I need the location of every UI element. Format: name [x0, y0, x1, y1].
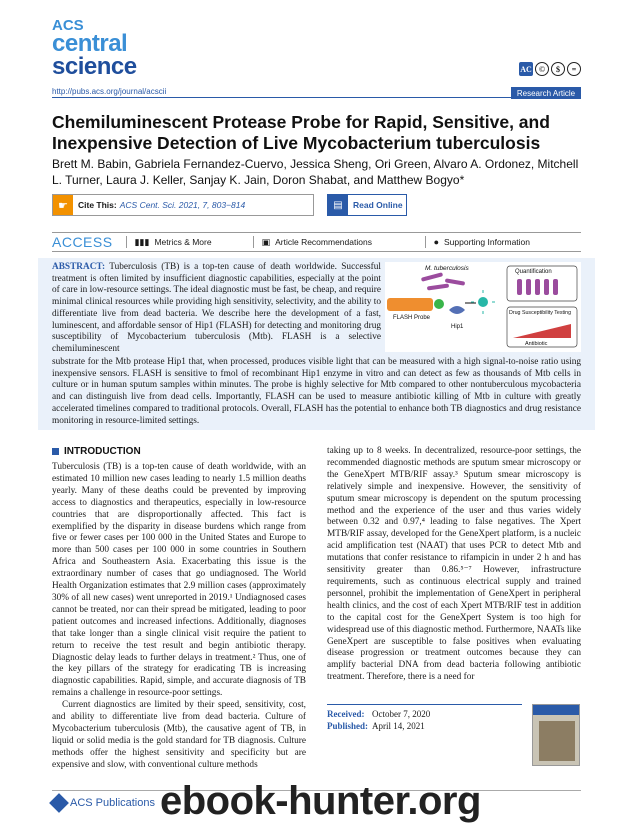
logo-central: central — [52, 30, 128, 58]
cite-icon: ☛ — [53, 195, 73, 215]
toc-enzyme-label: Hip1 — [451, 324, 464, 330]
publication-dates — [327, 704, 522, 732]
recommendations-label: Article Recommendations — [275, 237, 372, 247]
journal-url[interactable]: http://pubs.acs.org/journal/acscii — [52, 87, 167, 96]
supporting-label: Supporting Information — [444, 237, 531, 247]
cite-reference[interactable]: ACS Cent. Sci. 2021, 7, 803−814 — [119, 200, 246, 210]
divider — [126, 236, 127, 248]
bacteria-shapes — [421, 272, 465, 290]
probe-ball — [434, 299, 444, 309]
abstract-text-bottom: substrate for the Mtb protease Hip1 that, when processed, produces visible light that can be measured with a high signal-to-noise ratio using inexpensive sensors. FLASH is sensitive to fmol of recombinant Hip1 enzyme in vitro and can detect as few as thousands of Mtb cells in culture or in human sputum samples within minutes. The probe is highly selective for Mtb compared to other nontuberculous mycobacteria and can distinguish live from dead cells. Importantly, FLASH can be used to measure antibiotic killing of Mtb in culture with greatly accelerated timelines compared to traditional protocols. Overall, FLASH has the potential to enhance both TB diagnostics and drug resistance monitoring in resource-limited settings. — [52, 357, 581, 426]
abstract-label: ABSTRACT: — [52, 262, 106, 272]
toc-graphic — [385, 262, 581, 352]
abstract-part1: Tuberculosis (TB) is a top-ten cause of death worldwide. Successful treatment is often limited by insufficient diagnostic capabilities, especially at the point of care in low-resource settings. The ideal diagnostic must be fast, be cheap, and require minimal clinical resources while providing high sensitivity, selectivity, and the ability to differentiate live from dead bacteria. We describe here the development of a fast, luminescent, and affordable sensor of Hip1 (FLASH) for detecting and monitoring drug susceptibility of Mycobacterium tuberculosis (Mtb). FLASH is a selective chemiluminescent — [52, 262, 382, 354]
acs-logo-icon — [49, 793, 69, 813]
author-list: Brett M. Babin, Gabriela Fernandez-Cuervo, Jessica Sheng, Ori Green, Alvaro A. Ordonez, Mitchell L. Turner, Laura J. Keller, Sanjay K. Jain, Doron Shabat, and Matthew Bogyo* — [52, 157, 579, 187]
abstract-text-top — [52, 262, 381, 356]
logo-acs: ACS — [52, 17, 84, 34]
paragraph: Current diagnostics are limited by their speed, sensitivity, cost, and ability to differentiate live from dead bacteria. Culture of Mycobacterium tuberculosis (Mtb), the causative agent of TB, in liquid or solid media is the gold standard for TB diagnosis. Culture methods offer the highest sensitivity and specificity but are expensive and slow, with conventional culture methods — [52, 700, 306, 770]
access-bar — [52, 232, 581, 252]
acs-publications-logo — [52, 796, 155, 810]
received-date: October 7, 2020 — [372, 709, 431, 719]
intro-column-left — [52, 462, 306, 772]
toc-dst-label: Drug Susceptibility Testing — [509, 310, 572, 316]
cc-icon: AC — [519, 62, 533, 76]
supporting-info-icon: ● — [433, 237, 440, 247]
light-burst — [478, 297, 488, 307]
paragraph: taking up to 8 weeks. In decentralized, resource-poor settings, the recommended diagnostic methods are sputum smear microscopy or the GeneXpert MTB/RIF assay.³ Sputum smear microscopy is relatively simple and inexpensive. However, the sensitivity of sputum smear microscopy is dependent on the sputum processing method and the experience of the user and thus varies widely between 0.32 and 0.97,⁴ leading to false negatives. The Xpert MTB/RIF assay, developed for the GeneXpert platform, is a nucleic acid amplification test (NAAT) that uses PCR to detect Mtb and mutations that confer resistance to rifampicin in under 2 h and has sensitivity greater than 0.86.⁵⁻⁷ However, infrastructure requirements, such as continuous electrical supply and trained personnel, prohibit the implementation of GeneXpert in peripheral health clinics, and the cost of each Xpert MTB/RIF test in addition to the capital cost for the GeneXpert System is too high for widespread use of this diagnostic method. Furthermore, NAATs like GeneXpert are susceptible to false positives when evaluating disease progression or treatment outcomes because they can amplify bacterial DNA from dead bacteria following antibiotic treatment. Therefore, there is a need for — [327, 446, 581, 683]
divider — [253, 236, 254, 248]
book-icon: ▤ — [328, 195, 348, 215]
watermark: ebook-hunter.org — [160, 779, 481, 823]
article-icon: ▣ — [261, 236, 271, 247]
flash-probe-shape — [387, 298, 433, 311]
publisher-label: ACS Publications — [70, 797, 155, 809]
section-marker — [52, 448, 59, 455]
cc-nc-icon: $ — [551, 62, 565, 76]
paragraph: Tuberculosis (TB) is a top-ten cause of death worldwide, with an estimated 10 million new cases leading to nearly 1.5 million deaths yearly. Many of these deaths could be prevented by improving access to diagnostics and therapeutics, especially in low-resource countries that are disproportionally affected. This fact is exemplified by the disparity in disease burdens which range from five or fewer cases per 100 000 in the United States and Europe to more than 500 cases per 100 000 in some countries in Southern Africa and Southeastern Asia. Exacerbating this issue is the extraordinary number of cases that go undiagnosed. The World Health Organization estimates that 2.9 million cases (approximately 30% of all new cases) went unreported in 2019.¹ Undiagnosed cases cannot be treated, nor can their spread be mitigated, leading to poor patient outcomes and increased infections. Additionally, diagnoses that take longer than a single clinical visit require the patient to return to receive the test result and begin antibiotic therapy. Diagnostic delay leads to further delays in treatment.² Thus, one of the key pillars of the strategy for eradicating TB is increasing diagnostic capabilities. Rapid, simple, and accurate diagnosis of TB remains a challenge in resource-poor settings. — [52, 462, 306, 699]
cc-nd-icon: = — [567, 62, 581, 76]
read-online-label: Read Online — [353, 200, 403, 210]
cc-by-icon: © — [535, 62, 549, 76]
read-online-button[interactable] — [327, 194, 407, 216]
header-rule — [52, 97, 581, 98]
toc-organism-label: M. tuberculosis — [425, 265, 469, 272]
supporting-info-link[interactable] — [434, 237, 530, 247]
toc-probe-label: FLASH Probe — [393, 315, 431, 321]
published-label: Published: — [327, 721, 369, 731]
logo-science: science — [52, 53, 137, 81]
cite-this-box[interactable] — [52, 194, 314, 216]
access-label: ACCESS — [52, 234, 113, 250]
intro-heading — [52, 446, 141, 457]
toc-quant-label: Quantification — [515, 269, 552, 275]
hip1-shape — [449, 306, 465, 314]
intro-column-right — [327, 446, 581, 684]
bar-chart-icon: ▮▮▮ — [134, 236, 150, 247]
article-title: Chemiluminescent Protease Probe for Rapid, Sensitive, and Inexpensive Detection of Live Mycobacterium tuberculosis — [52, 112, 550, 153]
toc-antibiotic-label: Antibiotic — [525, 341, 548, 347]
cite-label: Cite This: — [78, 200, 117, 210]
article-type-badge: Research Article — [511, 87, 581, 99]
published-date: April 14, 2021 — [372, 721, 425, 731]
recommendations-link[interactable] — [262, 237, 417, 248]
journal-logo — [52, 19, 137, 79]
metrics-link[interactable] — [135, 237, 245, 248]
journal-cover-thumbnail[interactable] — [532, 704, 580, 766]
intro-heading-label: INTRODUCTION — [64, 446, 141, 457]
divider — [425, 236, 426, 248]
metrics-label: Metrics & More — [154, 237, 212, 247]
license-icons — [519, 62, 581, 76]
received-label: Received: — [327, 709, 365, 719]
